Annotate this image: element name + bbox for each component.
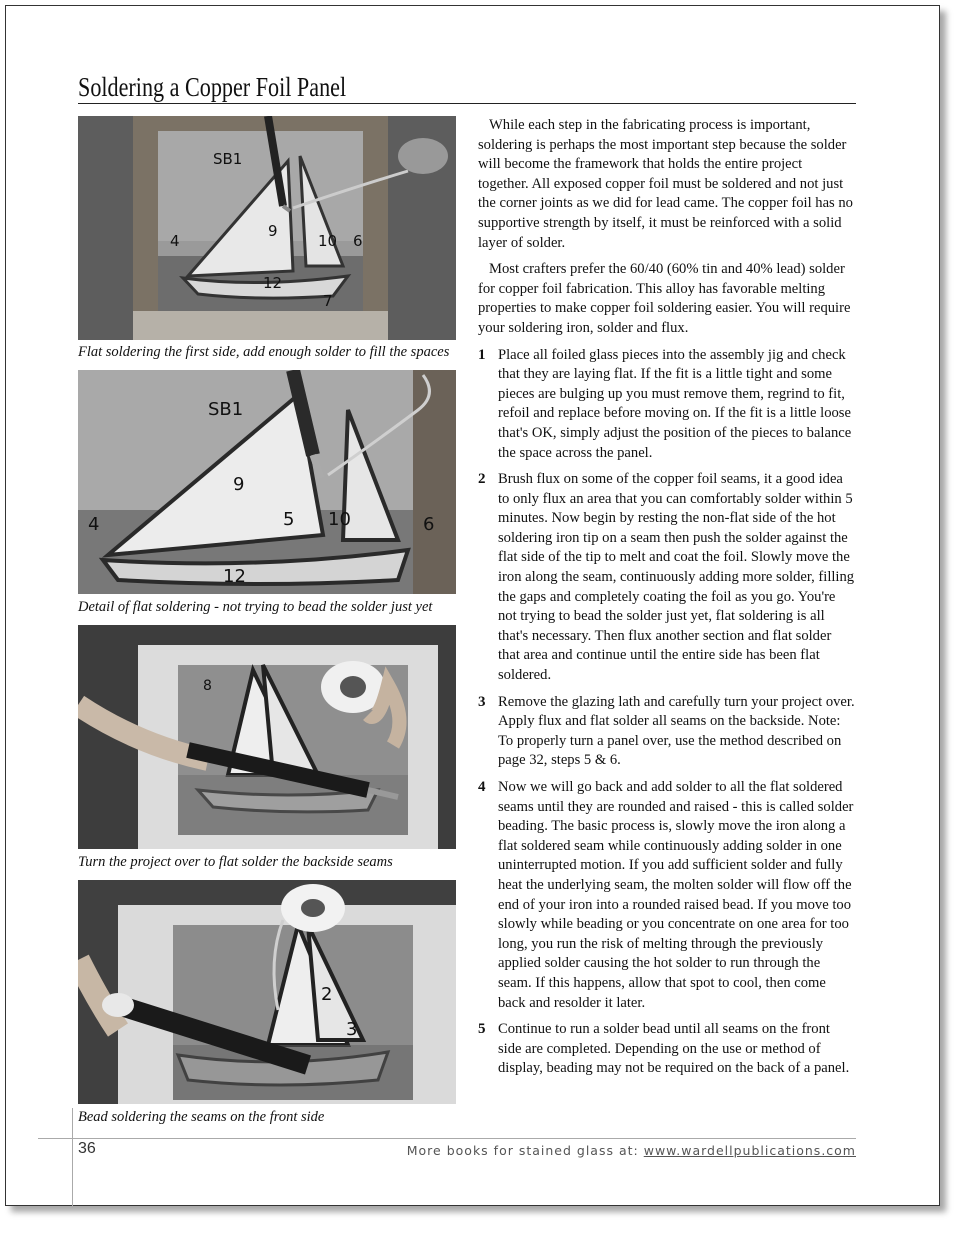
piece-label: 10: [318, 232, 338, 250]
step-text: Place all foiled glass pieces into the assembly jig and check that they are laying flat. If the fit is a little tight and some pieces are bulging up you must remove them, regrind to fit, refoil and replace before moving on. If the fit is a little loose that's OK, simply adjust the position of the pieces to balance the space across the panel.: [498, 346, 852, 461]
piece-label: 4: [88, 514, 100, 535]
step-text: Brush flux on some of the copper foil seams, it a good idea to only flux an area that you can comfortably solder within 5 minutes. Now begin by resting the non-flat side of the hot soldering iron tip on a seam then push the solder against the flat side of the tip to melt and coat the foil. Slowly move the iron along the seam, continuously adding more solder, filling the gaps and completely coating the foil as you go. You're not trying to bead the solder just yet, flat soldering is all that's necessary. Then flux another section and flat solder that area and continue until the entire side has been flat soldered.: [498, 471, 855, 684]
footer-rule-vertical: [72, 1108, 73, 1208]
piece-label: 6: [423, 514, 435, 535]
step-item: [478, 778, 856, 1013]
footer-note: [407, 1143, 856, 1158]
page-title: Soldering a Copper Foil Panel: [78, 72, 347, 102]
step-item: [478, 1020, 856, 1079]
step-item: [478, 693, 856, 771]
piece-label: 3: [346, 1019, 358, 1040]
footer-text: More books for stained glass at:: [406, 1143, 639, 1158]
footer-rule: [38, 1138, 856, 1139]
piece-label: 9: [268, 222, 278, 240]
step-item: [478, 470, 856, 686]
intro-paragraph: While each step in the fabricating process is important, soldering is perhaps the most important step because the solder will become the framework that holds the entire project together. All exposed copper foil must be soldered and not just the corner joints as we did for lead came. The copper foil has no supportive strength by itself, it must be reinforced with a solid layer of solder.: [478, 117, 853, 251]
photo-flat-soldering-first-side: [78, 116, 456, 340]
photo-detail-flat-soldering: [78, 370, 456, 594]
step-number: 4: [478, 779, 486, 795]
body-text-column: [478, 116, 856, 1086]
photo-bead-soldering: [78, 880, 456, 1104]
piece-label: 12: [263, 274, 283, 292]
title-rule: [78, 103, 856, 104]
step-text: Continue to run a solder bead until all seams on the front side are completed. Depending on the use or method of display, beading may not be required on the back of a panel.: [498, 1021, 850, 1077]
piece-label: 2: [321, 984, 333, 1005]
piece-label: 9: [233, 474, 245, 495]
step-number: 3: [478, 693, 486, 710]
step-text: Remove the glazing lath and carefully turn your project over. Apply flux and flat solder all seams on the backside. Note: To properly turn a panel over, use the method described on page 32, steps 5 & 6.: [498, 693, 855, 769]
page-number: 36: [78, 1140, 96, 1157]
intro-paragraph: Most crafters prefer the 60/40 (60% tin and 40% lead) solder for copper foil fabrication. This alloy has favorable melting properties to make copper foil soldering easier. You will require your soldering iron, solder and flux.: [478, 261, 851, 336]
photo-caption: Flat soldering the first side, add enough solder to fill the spaces: [78, 344, 450, 360]
piece-label: 12: [223, 566, 246, 587]
step-item: [478, 346, 856, 464]
step-text: Now we will go back and add solder to all the flat soldered seams until they are rounded and raised - this is called solder beading. The basic process is, slowly move the iron along a flat soldered seam while continuously adding solder in one uninterrupted motion. If you add sufficient solder and fully heat the underlying seam, the molten solder will flow off the end of your iron into a rounded raised bead. If you move too slowly while beading or you concentrate on one area for too long, you run the risk of melting through the previously applied solder causing the hot solder to run through the seam. If this happens, allow that spot to cool, then come back and resolder it later.: [498, 779, 854, 1011]
step-number: 1: [478, 346, 486, 363]
piece-label: 6: [353, 232, 363, 250]
piece-label: 7: [323, 292, 333, 310]
piece-label: SB1: [213, 150, 243, 168]
photo-caption: Detail of flat soldering - not trying to bead the solder just yet: [78, 599, 433, 615]
piece-label: 4: [170, 232, 180, 250]
piece-label: 8: [203, 678, 212, 694]
photo-caption: Turn the project over to flat solder the backside seams: [78, 854, 393, 870]
photo-caption: Bead soldering the seams on the front side: [78, 1109, 325, 1125]
step-number: 5: [478, 1021, 486, 1038]
piece-label: 5: [283, 509, 295, 530]
piece-label: SB1: [208, 399, 244, 420]
footer-link[interactable]: www.wardellpublications.com: [643, 1143, 856, 1158]
piece-label: 10: [328, 509, 351, 530]
step-number: 2: [478, 471, 486, 488]
photo-backside-soldering: [78, 625, 456, 849]
